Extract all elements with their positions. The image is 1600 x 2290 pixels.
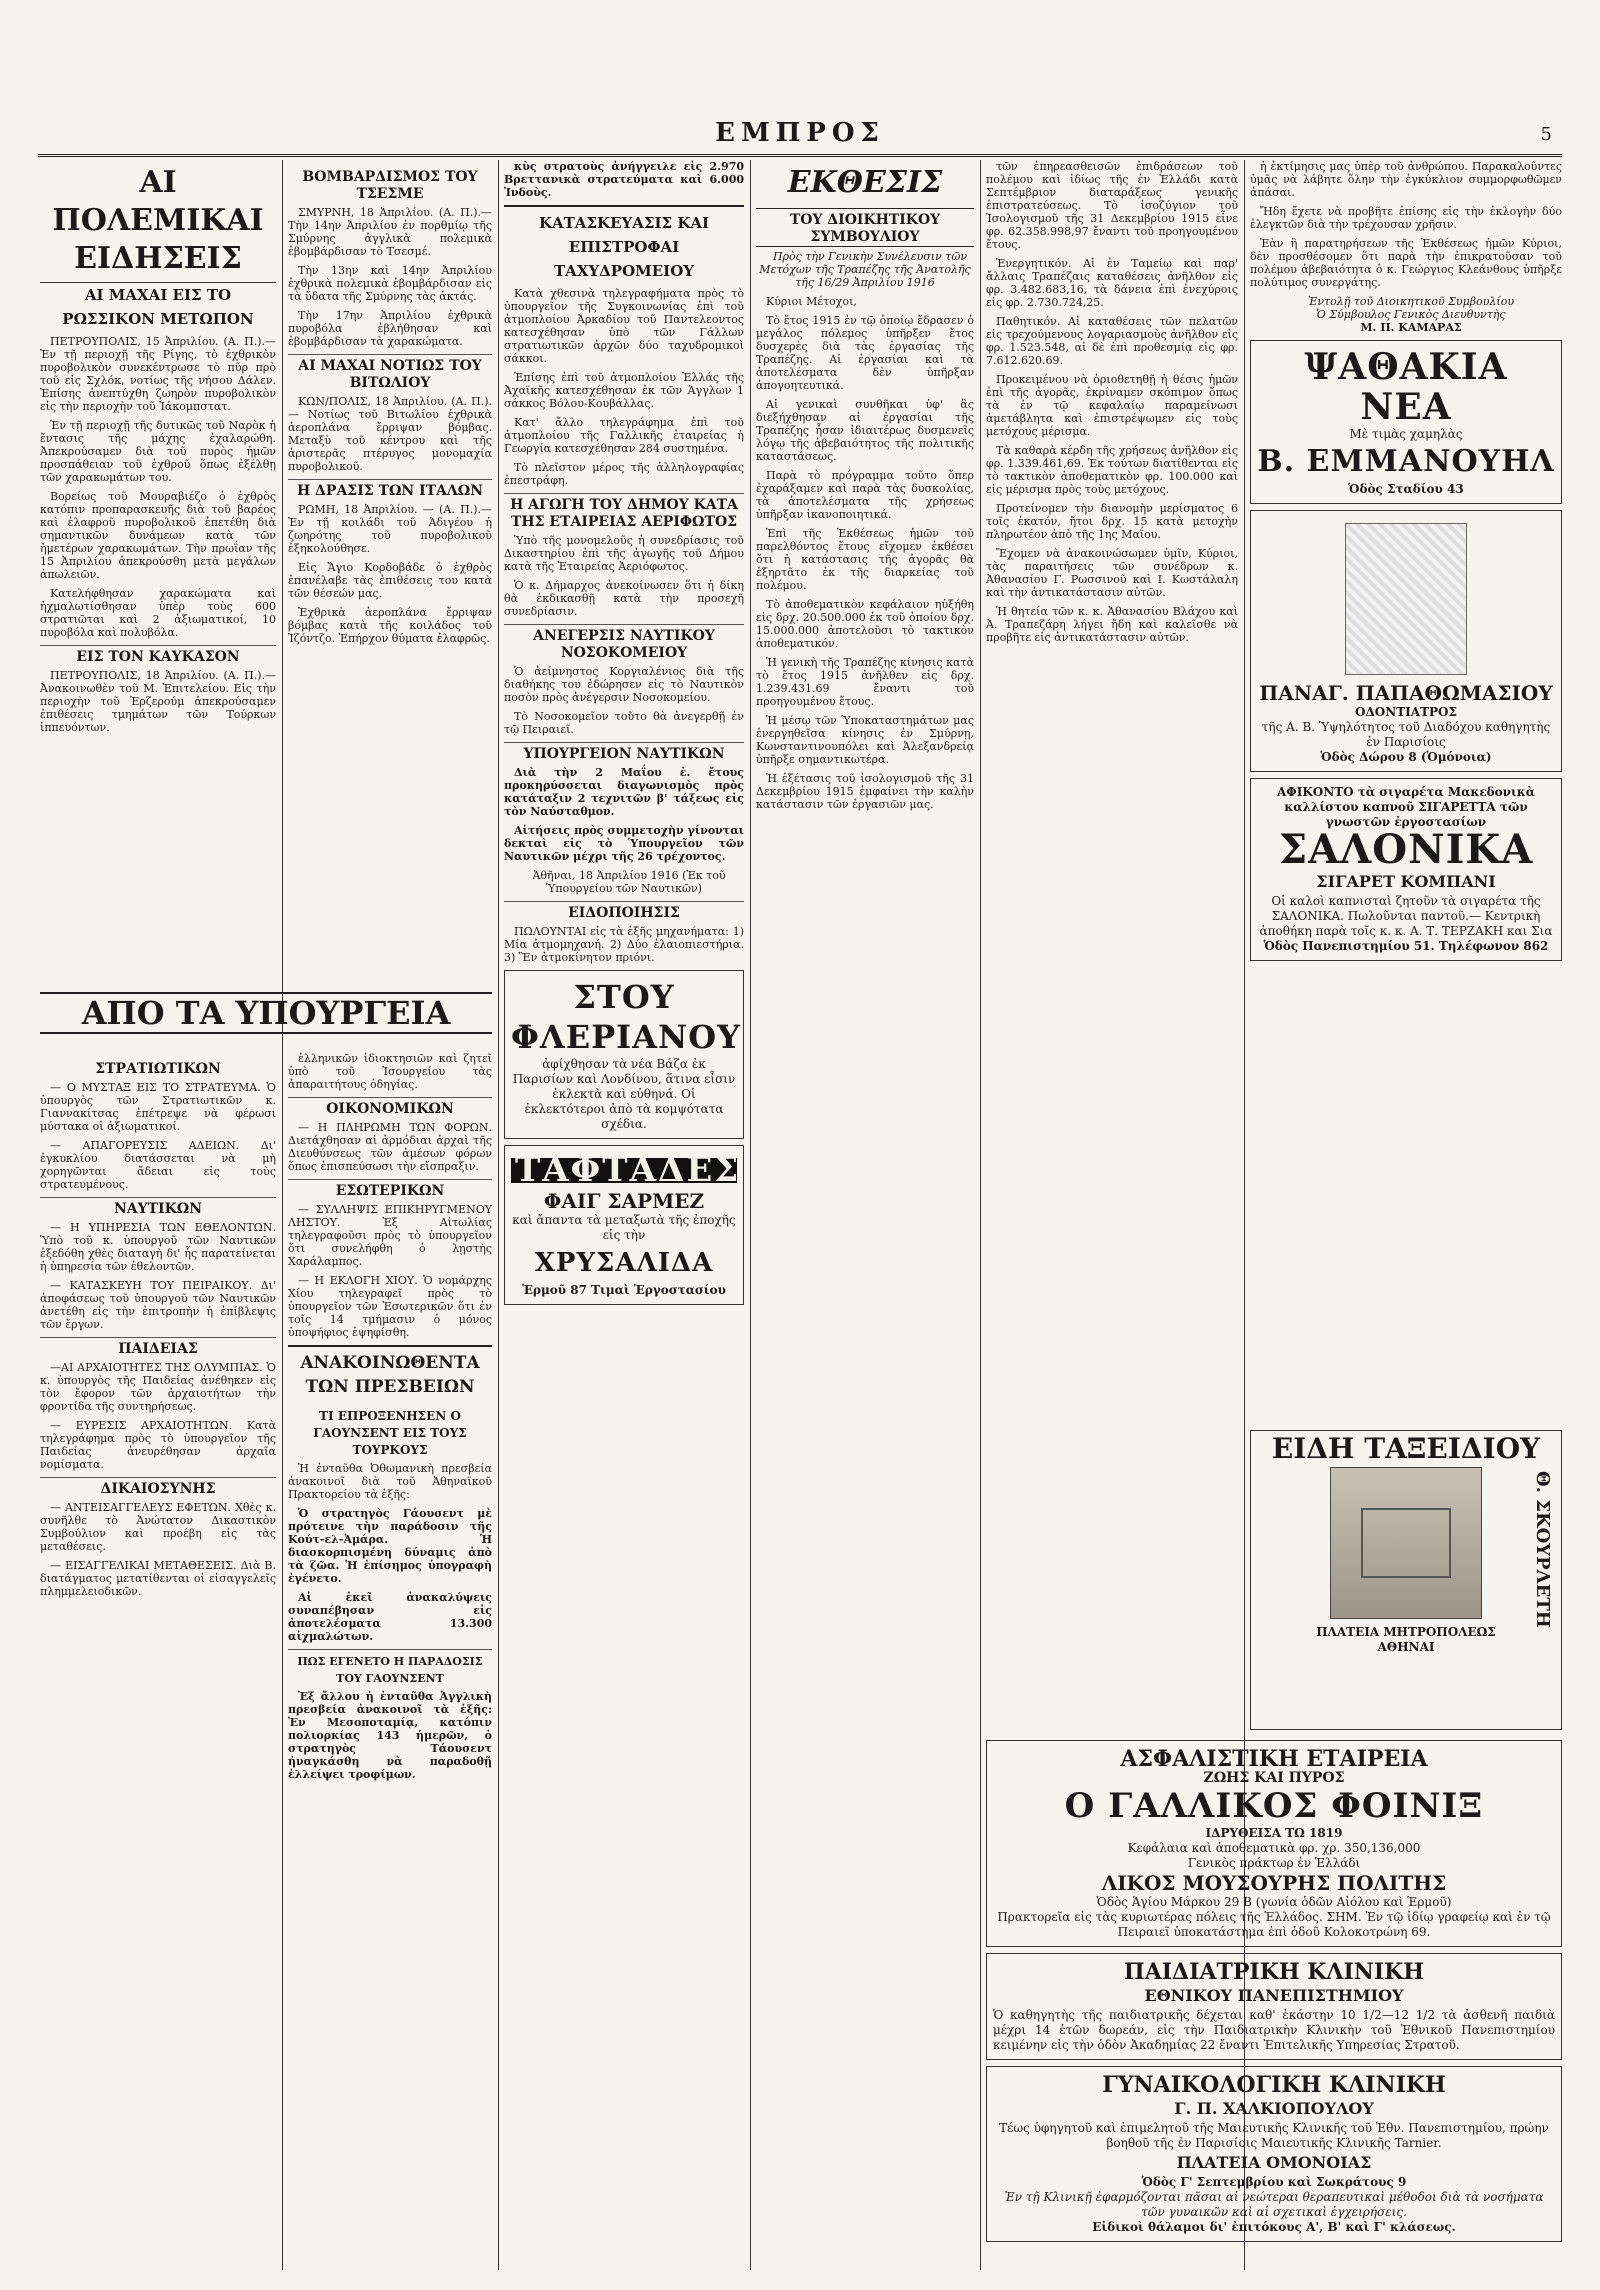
royal-crest-icon [1345,523,1467,675]
war-news-title: ΑΙ ΠΟΛΕΜΙΚΑΙ ΕΙΔΗΣΕΙΣ [52,165,264,276]
page-number: 5 [1540,124,1552,145]
article-paragraph: Ἡ ἐνταῦθα Ὀθωμανικὴ πρεσβεία ἀνακοινοῖ διὰ τοῦ Ἀθηναϊκοῦ Πρακτορείου τὰ ἑξῆς: [288,1462,492,1501]
article-paragraph: —ΑΙ ΑΡΧΑΙΟΤΗΤΕΣ ΤΗΣ ΟΛΥΜΠΙΑΣ. Ὁ κ. ὑπουργὸς τῆς Παιδείας ἀνέθηκεν εἰς τὸν ἔφορον τῶν ἀρχαιοτήτων τὴν φροντίδα τῆς συντηρήσεως. [40,1361,276,1413]
chrysalida-name: ΧΡΥΣΑΛΙΔΑ [534,1248,714,1278]
psathakia-line: Μὲ τιμὰς χαμηλὰς [1349,427,1463,441]
travel-goods-box [1250,1430,1562,1730]
pediatric-text: Ὁ καθηγητὴς τῆς παιδιατρικῆς δέχεται καθ' ἑκάστην 10 1/2—12 1/2 τὰ ἀσθενῆ παιδιὰ μέχρι 14 ἐτῶν δωρεάν, εἰς τὴν Παιδιατρικὴν Κλινικὴν τοῦ Ἐθνικοῦ Πανεπιστημίου κειμένην εἰς τὴν ὁδὸν Ἀκαδημίας 22 ἔναντι Ἐπιτελικῆς Υπηρεσίας Στρατοῦ. [993,2008,1555,2052]
article-paragraph: Ἔχομεν νὰ ἀνακοινώσωμεν ὑμῖν, Κύριοι, τὰς παραιτήσεις τῶν συνέδρων κ. Ἀθανασίου Γ. Ρωσσινοῦ καὶ Ι. Κωστάλαλη καὶ τὴν ἀντικατάστασιν αὐτῶν. [986,547,1238,599]
article-paragraph: Εἰς Ἄγιο Κορδοβάδε ὁ ἐχθρὸς ἐπανέλαβε τὰς ἐπιθέσεις του κατὰ τῶν θέσεών μας. [288,561,492,600]
cigarette-address: Ὁδὸς Πανεπιστημίου 51. Τηλέφωνον 862 [1263,939,1549,953]
article-paragraph: Αἱ γενικαὶ συνθῆκαι ὑφ' ἃς διεξήχθησαν αἱ ἐργασίαι τῆς Τραπέζης ἦσαν ἰδιαιτέρως δυσμενεῖς λόγῳ τῆς ἀβεβαιότητος τῆς πολιτικῆς καταστάσεως. [756,398,974,463]
article-paragraph: Ἡ μέσῳ τῶν Ὑποκαταστημάτων μας ἐνεργηθεῖσα κίνησις ἐν Σμύρνῃ, Κωνσταντινουπόλει καὶ Ἀλεξανδρείᾳ ὑπῆρξε σημαντικωτέρα. [756,714,974,766]
article-paragraph: Ὁ ἀείμνηστος Κοργιαλένιος διὰ τῆς διαθήκης του ἐδώρησεν εἰς τὸ Ναυτικὸν ποσὸν πρὸς ἀνέγερσιν Νοσοκομείου. [504,665,744,704]
insurance-agent: ΛΙΚΟΣ ΜΟΥΣΟΥΡΗΣ ΠΟΛΙΤΗΣ [1101,1871,1447,1895]
news-column-2 [288,160,492,980]
article-paragraph: Κατ' ἄλλο τηλεγράφημα ἐπὶ τοῦ ἀτμοπλοίου τῆς Γαλλικῆς ἑταιρείας ἡ Γεωργία κατεσχέθησαν 284 συστημένα. [504,416,744,455]
article-paragraph: Τὰ καθαρὰ κέρδη τῆς χρήσεως ἀνῆλθον εἰς φρ. 1.339.461,69. Ἐκ τούτων διατίθενται εἰς τὸ τακτικὸν ἀποθεματικὸν φρ. 100.000 καὶ εἰς μέρισμα πρὸς τοὺς μετόχους. [986,444,1238,496]
dentist-ad [1250,510,1562,772]
interior-heading: ΕΣΩΤΕΡΙΚΩΝ [288,1179,492,1200]
pediatric-subtitle: ΕΘΝΙΚΟΥ ΠΑΝΕΠΙΣΤΗΜΙΟΥ [1144,1986,1404,2005]
report-column [756,160,974,2270]
emmanouil-name: Β. ΕΜΜΑΝΟΥΗΛ [1257,444,1555,479]
article-paragraph: Ἐπίσης ἐπὶ τοῦ ἀτμοπλοίου Ἐλλάς τῆς Ἀχαϊκῆς κατεσχέθησαν ἐκ τῶν Ἀγγλων 1 σάκκος Βόλου-Κουβάλλας. [504,371,744,410]
psathakia-title: ΨΑΘΑΚΙΑ ΝΕΑ [1304,346,1508,428]
taftades-subtitle: ΦΑΙΓ ΣΑΡΜΕΖ [543,1189,705,1213]
article-paragraph: Αἱ ἐκεῖ ἀνακαλύψεις συναπέβησαν εἰς ἀποτελέσματα 13.300 αἰχμαλώτων. [288,1591,492,1643]
article-paragraph: ΠΩΛΟΥΝΤΑΙ εἰς τὰ ἑξῆς μηχανήματα: 1) Μία ἀτμομηχανή. 2) Δύο ἐλαιοπιεστήρια. 3) Ἓν ἀτμοκίνητον πριόνι. [504,925,744,964]
dentist-text: τῆς Α. Β. Ὑψηλότητος τοῦ Διαδόχου καθηγητὴς ἐν Παρισίοις [1261,720,1551,749]
cigarette-ad [1250,778,1562,961]
gynecology-text: Τέως ὑφηγητοῦ καὶ ἐπιμελητοῦ τῆς Μαιευτικῆς Κλινικῆς τοῦ Ἐθν. Πανεπιστημίου, πρώην βοηθοῦ τῆς ἐν Παρισίοις Μαιευτικῆς Κλινικῆς Tarnier. [999,2121,1549,2150]
gas-company-heading: Η ΑΓΩΓΗ ΤΟΥ ΔΗΜΟΥ ΚΑΤΑ ΤΗΣ ΕΤΑΙΡΕΙΑΣ ΑΕΡΙΦΩΤΟΣ [504,493,744,531]
article-paragraph: — ΕΙΣΑΓΓΕΛΙΚΑΙ ΜΕΤΑΘΕΣΕΙΣ. Διὰ Β. διατάγματος μετατίθενται οἱ εἰσαγγελεῖς πλημμελειοδικῶν. [40,1559,276,1598]
article-paragraph: Παρὰ τὸ πρόγραμμα τοῦτο ὅπερ ἐχαράξαμεν καὶ παρὰ τὰς δυσκολίας, τὰ ἀποτελέσματα τῆς χρήσεως ὑπῆρξαν ἱκανοποιητικά. [756,469,974,521]
article-paragraph: ΠΕΤΡΟΥΠΟΛΙΣ, 15 Ἀπριλίου. (Α. Π.).— Ἐν τῇ περιοχῇ τῆς Ρίγης, τὸ ἐχθρικὸν πυροβολικὸν συνεκέντρωσε τὸ πῦρ πρὸ τοῦ εἰς Σχλόκ, νοτίως τῆς νήσου Δάλεν. Ἐπίσης ἀνεπτύχθη ζωηρὸν πυροβολικὸν εἰς τὴν περιοχὴν τοῦ Ἰάκομπστατ. [40,335,276,413]
article-paragraph: τῶν ἐπηρεασθεισῶν ἐπιδράσεων τοῦ πολέμου καὶ ἰδίως τῆς ἐν Ἑλλάδι κατὰ Σεπτέμβριον διαταράξεως γενικῆς ἐπιστρατεύσεως. Τὸ ἰσοζύγιον τοῦ Ἰσολογισμοῦ τῆς 31 Δεκεμβρίου 1915 εἶνε φρ. 62.358.998,97 ἔναντι τοῦ προηγουμένου ἔτους. [986,160,1238,251]
newspaper-name: ΕΜΠΡΟΣ [715,118,885,148]
finance-heading: ΟΙΚΟΝΟΜΙΚΩΝ [288,1097,492,1118]
insurance-ad [986,1740,1562,1947]
dentist-name: ΠΑΝΑΓ. ΠΑΠΑΘΩΜΑΣΙΟΥ [1259,681,1553,705]
article-paragraph: Ἐπὶ τῆς Ἐκθέσεως ἡμῶν τοῦ παρελθόντος ἔτους εἴχομεν ἐκθέσει ὅτι ἡ κατάστασις τῆς ἀγορᾶς θὰ ἐξηρτᾶτο ἐκ τῆς διαρκείας τοῦ πολέμου. [756,527,974,592]
gynecology-clinic-ad [986,2066,1562,2242]
salonika-brand: ΣΑΛΟΝΙΚΑ [1278,826,1534,873]
report-subtitle: ΤΟΥ ΔΙΟΙΚΗΤΙΚΟΥ ΣΥΜΒΟΥΛΙΟΥ [756,208,974,247]
navy-heading: ΝΑΥΤΙΚΩΝ [40,1197,276,1218]
justice-heading: ΔΙΚΑΙΟΣΥΝΗΣ [40,1477,276,1498]
emmanouil-address: Ὁδὸς Σταδίου 43 [1348,482,1464,496]
education-heading: ΠΑΙΔΕΙΑΣ [40,1337,276,1358]
column-divider [282,160,283,2270]
article-paragraph: Ὁ κ. Δήμαρχος ἀνεκοίνωσεν ὅτι ἡ δίκη θὰ ἐκδικασθῇ κατὰ τὴν προσεχῆ συνεδρίασιν. [504,579,744,618]
ministries-banner [40,988,492,1048]
south-front-heading: ΑΙ ΜΑΧΑΙ ΝΟΤΙΩΣ ΤΟΥ ΒΙΤΩΛΙΟΥ [288,354,492,392]
article-paragraph: Τὸ ἔτος 1915 ἐν τῷ ὁποίῳ ἔδρασεν ὁ μεγάλος πόλεμος ὑπῆρξεν ἔτος δυσχερὲς διὰ τὰς ἐργασίας τῆς Τραπέζης. Αἱ ἐργασίαι καὶ τὰ ἀποτελέσματα δὲν ὑπῆρξαν ἀπογοητευτικά. [756,314,974,392]
psathakia-ad [1250,340,1562,504]
navy-ministry-heading: ΥΠΟΥΡΓΕΙΟΝ ΝΑΥΤΙΚΩΝ [504,742,744,763]
travel-goods-title: ΕΙΔΗ ΤΑΞΕΙΔΙΟΥ [1271,1432,1541,1465]
flerianou-text: ἀφίχθησαν τὰ νέα Βάζα ἐκ Παρισίων καὶ Λονδίνου, ἅτινα εἶσιν ἐκλεκτὰ καὶ εὐθηνά. Οἱ ἐκλεκτότεροι ἀπὸ τὰ κομψότατα σχέδια. [512,1057,736,1131]
caucasus-heading: ΕΙΣ ΤΟΝ ΚΑΥΚΑΣΟΝ [40,645,276,666]
article-paragraph: Παθητικόν. Αἱ καταθέσεις τῶν πελατῶν εἰς τρεχούμενους λογαριασμοὺς ἀνῆλθον εἰς φρ. 1.523.548, αἱ δὲ ἐπὶ προθεσμίᾳ εἰς φρ. 7.612.620.69. [986,315,1238,367]
ministries-title: ΑΠΟ ΤΑ ΥΠΟΥΡΓΕΙΑ [40,992,492,1034]
article-paragraph: Διὰ τὴν 2 Μαΐου ἐ. ἔτους προκηρύσσεται διαγωνισμὸς πρὸς κατάταξιν 2 τεχνιτῶν β' τάξεως εἰς τὸν Ναύσταθμον. [504,766,744,818]
article-paragraph: Ὁ στρατηγὸς Γάουσεντ μὲ πρότεινε τὴν παράδοσιν τῆς Κούτ-ελ-Ἀμάρα. Ἡ διασκορπισμένη δύναμις ἀπὸ τὰ ζῶα. Ἡ ἐπίσημος ὑπογραφὴ ἐγένετο. [288,1507,492,1585]
russian-front-heading: ΑΙ ΜΑΧΑΙ ΕΙΣ ΤΟ ΡΩΣΣΙΚΟΝ ΜΕΤΩΠΟΝ [40,282,276,331]
flerianou-ad [504,970,744,1139]
article-paragraph: ΚΩΝ/ΠΟΛΙΣ, 18 Ἀπριλίου. (Α. Π.).— Νοτίως τοῦ Βιτωλίου ἐχθρικὰ ἀεροπλάνα ἔρριψαν βόμβας. Μεταξὺ τοῦ κέντρου καὶ τῆς ἀριστερᾶς πτέρυγος μονομαχία πυροβολικοῦ. [288,395,492,473]
article-paragraph: ἑλληνικῶν ἰδιοκτησιῶν καὶ ζητεῖ ὑπὸ τοῦ Ἰσουργείου τὰς ἀπαραιτήτους ὁδηγίας. [288,1052,492,1091]
article-paragraph: — ΣΥΛΛΗΨΙΣ ΕΠΙΚΗΡΥΓΜΕΝΟΥ ΛΗΣΤΟΥ. Ἐξ Αἰτωλίας τηλεγραφοῦσι πρὸς τὸ ὑπουργεῖον ὅτι συνελήφθη ὁ λῃστὴς Χαράλαμπος. [288,1203,492,1268]
article-paragraph: Ἤδη ἔχετε νὰ προβῆτε ἐπίσης εἰς τὴν ἐκλογὴν δύο ἐλεγκτῶν διὰ τὴν τρέχουσαν χρῆσιν. [1250,205,1562,231]
article-paragraph: Τὴν 13ην καὶ 14ην Ἀπριλίου ἐχθρικὰ πολεμικὰ ἐβομβάρδισαν εἰς τὰ ὕδατα τῆς Σμύρνης τὰς ἀκτάς. [288,264,492,303]
signature-line: Ὁ Σύμβουλος Γενικὸς Διευθυντὴς [1316,308,1506,321]
article-paragraph: Προκειμένου νὰ ὁριοθετηθῇ ἡ θέσις ἡμῶν ἐπὶ τῆς ἀγορᾶς, ἐκρίναμεν σκόπιμον ὅπως τὰ ἐν τῷ κεφαλαίῳ παραμείνωσι ἀμετάβλητα καὶ ἐπιστρέψωμεν εἰς τοὺς μετόχους μέρισμα. [986,373,1238,438]
taftades-text: καὶ ἄπαντα τὰ μεταξωτὰ τῆς ἐποχῆς εἰς τὴν [512,1213,736,1242]
article-paragraph: ΠΕΤΡΟΥΠΟΛΙΣ, 18 Ἀπριλίου. (Α. Π.).— Ἀνακοινωθὲν τοῦ Μ. Ἐπιτελείου. Εἰς τὴν περιοχὴν τοῦ Ἐρζερούμ ἀπεκρούσαμεν ἐπιθέσεις τμημάτων τῶν Τούρκων ἱππευόντων. [40,669,276,734]
dentist-role: ΟΔΟΝΤΙΑΤΡΟΣ [1355,705,1457,719]
article-paragraph: Τὸ ἀποθεματικὸν κεφάλαιον ηὐξήθη εἰς δρχ. 20.500.000 ἐκ τοῦ ὁποίου δρχ. 15.000.000 ἀποτελοῦσι τὸ τακτικὸν ἀποθεματικόν. [756,598,974,650]
embassies-title: ΑΝΑΚΟΙΝΩΘΕΝΤΑ ΤΩΝ ΠΡΕΣΒΕΙΩΝ [288,1345,492,1399]
army-heading: ΣΤΡΑΤΙΩΤΙΚΩΝ [95,1061,221,1077]
skourleti-brand: Θ. ΣΚΟΥΡΛΕΤΗ [1532,1471,1553,1628]
ministries-column-2 [288,1052,492,2272]
column-divider [750,160,751,2270]
insurance-capital: Κεφάλαια καὶ ἀποθεματικὰ φρ. χρ. 350,136,000 [1127,1841,1421,1855]
gynecology-doctor: Γ. Π. ΧΑΛΚΙΟΠΟΥΛΟΥ [1174,2099,1374,2118]
insurance-subtitle: ΖΩΗΣ ΚΑΙ ΠΥΡΟΣ [1203,1770,1345,1786]
travel-goods-ad [1250,1430,1562,1730]
insurance-name: Ο ΓΑΛΛΙΚΟΣ ΦΟΙΝΙΞ [1064,1786,1484,1826]
bottom-right-ads [986,1740,1562,2270]
insurance-text: Πρακτορεῖα εἰς τὰς κυριωτέρας πόλεις τῆς Ἑλλάδος. ΣΗΜ. Ἐν τῷ ἰδίῳ γραφείῳ καὶ ἐν τῷ Πειραιεῖ ὑποκατάστημα ἐπὶ ὁδοῦ Κολοκοτρώνη 69. [997,1910,1551,1939]
dentist-address: Ὁδὸς Δώρου 8 (Ὁμόνοια) [1320,750,1492,764]
pediatric-title: ΠΑΙΔΙΑΤΡΙΚΗ ΚΛΙΝΙΚΗ [1123,1959,1425,1985]
column-divider [498,160,499,2270]
column-divider [980,160,981,2270]
article-paragraph: Ἡ θητεία τῶν κ. κ. Ἀθανασίου Βλάχου καὶ Ἀ. Τραπεζάρη λήγει ἤδη καὶ καλεῖσθε νὰ προβῆτε εἰς ἀντικατάστασιν αὐτῶν. [986,605,1238,644]
surrender-heading: ΠΩΣ ΕΓΕΝΕΤΟ Η ΠΑΡΑΔΟΣΙΣ ΤΟΥ ΓΑΟΥΝΣΕΝΤ [288,1649,492,1687]
article-paragraph: Ἡ γενικὴ τῆς Τραπέζης κίνησις κατὰ τὸ ἔτος 1915 ἀνῆλθεν εἰς δρχ. 1.239.431.69 ἔναντι τοῦ προηγουμένου ἔτους. [756,656,974,708]
article-paragraph: ἡ ἐκτίμησις μας ὑπὲρ τοῦ ἀνθρώπου. Παρακαλοῦντες ὑμᾶς νὰ λάβητε ὅλην τὴν ἐγκύκλιον συμμορφωθῶμεν ἀπάσαι. [1250,160,1562,199]
insurance-address: Ὁδὸς Ἁγίου Μάρκου 29 Β (γωνία ὁδῶν Αἰόλου καὶ Ἑρμοῦ) [1096,1895,1452,1909]
italy-heading: Η ΔΡΑΣΙΣ ΤΩΝ ΙΤΑΛΩΝ [288,479,492,500]
pediatric-clinic-ad [986,1953,1562,2060]
article-paragraph: Ἐξ ἄλλου ἡ ἐνταῦθα Ἀγγλικὴ πρεσβεία ἀνακοινοῖ τὰ ἑξῆς: Ἐν Μεσοποταμίᾳ, κατόπιν πολιορκίας 143 ἡμερῶν, ὁ στρατηγὸς Τάουσεντ ἠναγκάσθη νὰ παραδοθῇ ἐλλείψει τροφίμων. [288,1690,492,1781]
gynecology-place: ΠΛΑΤΕΙΑ ΟΜΟΝΟΙΑΣ [1176,2153,1372,2172]
article-paragraph: κὺς στρατοὺς ἀνήγγειλε εἰς 2.970 Βρεττανικὰ στρατεύματα καὶ 6.000 Ἰνδοὺς. [504,160,744,199]
article-paragraph: Τὴν 17ην Ἀπριλίου ἐχθρικὰ πυροβόλα ἐβλήθησαν καὶ ἐβομβάρδισαν τὰ χαρακώματα. [288,309,492,348]
trunk-icon [1330,1467,1482,1619]
report-title: ΕΚΘΕΣΙΣ [787,165,943,200]
chrysalida-address: Ἑρμοῦ 87 Τιμαὶ Ἐργοστασίου [522,1283,726,1297]
cigarette-intro: ΑΦΙΚΟΝΤΟ τὰ σιγαρέτα Μακεδονικὰ καλλίστου καπνοῦ ΣΙΓΑΡΕΤΤΑ τῶν γνωστῶν ἐργοστασίων [1276,785,1536,829]
taftades-title: ΤΑΦΤΑΔΕΣ [511,1158,737,1183]
signature-name: Μ. Π. ΚΑΜΑΡΑΣ [1360,321,1462,334]
salonika-company: ΣΙΓΑΡΕΤ ΚΟΜΠΑΝΙ [1316,872,1496,891]
embassies-subtitle: ΤΙ ΕΠΡΟΞΕΝΗΣΕΝ Ο ΓΑΟΥΝΣΕΝΤ ΕΙΣ ΤΟΥΣ ΤΟΥΡΚΟΥΣ [313,1409,467,1457]
article-paragraph: Ἀθῆναι, 18 Ἀπριλίου 1916 (Ἐκ τοῦ Ὑπουργείου τῶν Ναυτικῶν) [532,869,726,895]
article-paragraph: — Η ΕΚΛΟΓΗ ΧΙΟΥ. Ὁ νομάρχης Χίου τηλεγραφεῖ πρὸς τὸ ὑπουργεῖον τῶν Ἐσωτερικῶν ὅτι ἐν τοῖς 14 τμήμασιν ὁ μόνος ὑποψήφιος ἐψηφίσθη. [288,1274,492,1339]
article-paragraph: Κατὰ χθεσινὰ τηλεγραφήματα πρὸς τὸ ὑπουργεῖον τῆς Συγκοινωνίας ἐπὶ τοῦ ἀτμοπλοίου Ἀρκαδίου τοῦ Παντελεοντος κατεσχέθησαν ὑπὸ τῶν Γάλλων στρατιωτικῶν ἀρχῶν δύο ταχυδρομικοὶ σάκκοι. [504,287,744,365]
article-paragraph: Τὸ πλεῖστον μέρος τῆς ἀλληλογραφίας ἐπεστράφη. [504,461,744,487]
gynecology-footer-2: Εἰδικοὶ θάλαμοι δι' ἐπιτόκους Α', Β' καὶ Γ' κλάσεως. [1092,2220,1456,2234]
taftades-ad [504,1145,744,1305]
notice-heading: ΕΙΔΟΠΟΙΗΣΙΣ [504,901,744,922]
article-paragraph: — ΑΠΑΓΟΡΕΥΣΙΣ ΑΔΕΙΩΝ. Δι' ἐγκυκλίου διατάσσεται νὰ μὴ χορηγῶνται ἄδειαι εἰς τοὺς στρατευμένους. [40,1139,276,1191]
article-paragraph: — ΑΝΤΕΙΣΑΓΓΕΛΕΥΣ ΕΦΕΤΩΝ. Χθὲς κ. συνῆλθε τὸ Ἀνώτατον Δικαστικὸν Συμβούλιον καὶ προέβη εἰς τὰς μεταθέσεις. [40,1501,276,1553]
cigarette-text: Οἱ καλοὶ καπνισταὶ ζητοῦν τὰ σιγαρέτα τῆς ΣΑΛΟΝΙΚΑ. Πωλοῦνται παντοῦ.— Κεντρικὴ ἀποθήκη παρὰ τοῖς κ. κ. Α. Τ. ΤΕΡΖΑΚΗ και Σια [1259,894,1553,938]
article-paragraph: Βορείως τοῦ Μουραβιέζο ὁ ἐχθρὸς κατόπιν προπαρασκευῆς διὰ τοῦ βαρέος καὶ ἐλαφροῦ πυροβολικοῦ ἐπετέθη διὰ σημαντικῶν δυνάμεων κατὰ τῶν ἡμετέρων χαρακωμάτων. Τὴν πρωΐαν τῆς 15 Ἀπριλίου ἀπεκρούσθη μετὰ μεγάλων ἀπωλειῶν. [40,490,276,581]
article-paragraph: ΣΜΥΡΝΗ, 18 Ἀπριλίου. (Α. Π.).— Τὴν 14ην Ἀπριλίου ἐν πορθμίῳ τῆς Σμύρνης ἀγγλικὰ πολεμικὰ ἐβομβάρδισαν τὸ Τσεσμέ. [288,206,492,258]
article-paragraph: Προτείνομεν τὴν διανομὴν μερίσματος 6 τοῖς ἑκατόν, ἤτοι δρχ. 15 κατὰ μετοχὴν πληρωτέον ἀπὸ τῆς 1ης Μαΐου. [986,502,1238,541]
article-paragraph: Ἐνεργητικόν. Αἱ ἐν Ταμείῳ καὶ παρ' ἄλλαις Τραπέζαις καταθέσεις ἀνῆλθον εἰς φρ. 3.482.683,16, τὰ δάνεια ἐπὶ ἐνεχύροις εἰς φρ. 2.730.724,25. [986,257,1238,309]
ministries-column-1 [40,1052,276,2272]
article-paragraph: — Η ΥΠΗΡΕΣΙΑ ΤΩΝ ΕΘΕΛΟΝΤΩΝ. Ὑπὸ τοῦ κ. ὑπουργοῦ τῶν Ναυτικῶν ἐξεδόθη χθὲς διαταγὴ δι' ἧς παρατείνεται ἡ ὑπηρεσία τῶν ἐθελοντῶν. [40,1221,276,1273]
gynecology-address: Ὁδὸς Γ' Σεπτεμβρίου καὶ Σωκράτους 9 [1141,2175,1407,2189]
war-news-column [40,160,276,980]
report-salutation: Κύριοι Μέτοχοι, [766,295,857,308]
hospital-heading: ΑΝΕΓΕΡΣΙΣ ΝΑΥΤΙΚΟΥ ΝΟΣΟΚΟΜΕΙΟΥ [504,624,744,662]
article-paragraph: Ὑπὸ τῆς μονομελοῦς ἡ συνεδρίασις τοῦ Δικαστηρίου ἐπὶ τῆς ἀγωγῆς τοῦ Δήμου κατὰ τῆς Ἑταιρείας Ἀεριόφωτος. [504,534,744,573]
article-paragraph: — Η ΠΛΗΡΩΜΗ ΤΩΝ ΦΟΡΩΝ. Διετάχθησαν αἱ ἀρμόδιαι ἀρχαὶ τῆς Διευθύνσεως τῶν ἀμέσων φόρων ὅπως ἐπισπεύσωσι τὴν εἴσπραξιν. [288,1121,492,1173]
article-paragraph: Ἐν τῇ περιοχῇ τῆς δυτικῶς τοῦ Ναρὸκ ἡ ἔντασις τῆς μάχης ἐχαλαρώθη. Ἀπεκρούσαμεν διὰ τοῦ πυρὸς ἡμῶν προσπάθειαν τοῦ ἐχθροῦ ὅπως ἐξέλθῃ τῶν χαρακωμάτων του. [40,419,276,484]
article-paragraph: Ἐὰν ἢ παρατηρήσεων τῆς Ἐκθέσεως ἡμῶν Κύριοι, δὲν προσθέσομεν ὅτι παρὰ τὴν ἐπικρατοῦσαν τοῦ πολέμου ἀβεβαιότητα ὁ κ. Γεώργιος Κλεάνθους ὑπῆρξε πολύτιμος συνεργάτης. [1250,237,1562,289]
bombardment-heading: ΒΟΜΒΑΡΔΙΣΜΟΣ ΤΟΥ ΤΣΕΣΜΕ [302,169,478,202]
postal-heading: ΚΑΤΑΣΚΕΥΑΣΙΣ ΚΑΙ ΕΠΙΣΤΡΟΦΑΙ ΤΑΧΥΔΡΟΜΕΙΟΥ [504,205,744,283]
article-paragraph: Τὸ Νοσοκομεῖον τοῦτο θὰ ἀνεγερθῇ ἐν τῷ Πειραιεῖ. [504,710,744,736]
travel-goods-place: ΠΛΑΤΕΙΑ ΜΗΤΡΟΠΟΛΕΩΣ [1316,1625,1496,1639]
insurance-title: ΑΣΦΑΛΙΣΤΙΚΗ ΕΤΑΙΡΕΙΑ [1120,1746,1428,1772]
masthead [38,118,1562,157]
gynecology-title: ΓΥΝΑΙΚΟΛΟΓΙΚΗ ΚΛΙΝΙΚΗ [1102,2072,1446,2098]
flerianou-title: ΣΤΟΥ ΦΛΕΡΙΑΝΟΥ [511,978,741,1056]
insurance-agent-label: Γενικὸς πράκτωρ ἐν Ἑλλάδι [1187,1856,1361,1870]
article-paragraph: ΡΩΜΗ, 18 Ἀπριλίου. — (Α. Π.).— Ἐν τῇ κοιλάδι τοῦ Ἀδιγέου ἡ ζωηρότης τοῦ πυροβολικοῦ ἐξηκολούθησε. [288,503,492,555]
article-paragraph: — ΕΥΡΕΣΙΣ ΑΡΧΑΙΟΤΗΤΩΝ. Κατὰ τηλεγράφημα πρὸς τὸ ὑπουργεῖον τῆς Παιδείας ἀνευρέθησαν ἀρχαῖα νομίσματα. [40,1419,276,1471]
article-paragraph: Ἡ ἐξέτασις τοῦ ἰσολογισμοῦ τῆς 31 Δεκεμβρίου 1915 ἐμφαίνει τὴν καλὴν κατάστασιν τῶν ἐργασιῶν μας. [756,772,974,811]
travel-goods-city: ΑΘΗΝΑΙ [1377,1640,1435,1654]
gynecology-footer: Ἐν τῇ Κλινικῇ ἐφαρμόζονται πᾶσαι αἱ νεώτεραι θεραπευτικαὶ μέθοδοι διὰ τὰ νοσήματα τῶν γυναικῶν καὶ αἱ σχετικαὶ ἐγχειρήσεις. [1004,2190,1544,2219]
signature-line: Ἐντολῇ τοῦ Διοικητικοῦ Συμβουλίου [1307,295,1515,308]
article-paragraph: — ΚΑΤΑΣΚΕΥΗ ΤΟΥ ΠΕΙΡΑΙΚΟΥ. Δι' ἀποφάσεως τοῦ ὑπουργοῦ τῶν Ναυτικῶν ἀνετέθη εἰς τὴν ἐπιτροπὴν ἡ ἐπίβλεψις τῶν ἔργων. [40,1279,276,1331]
article-paragraph: Ἐχθρικὰ ἀεροπλάνα ἔρριψαν βόμβας κατὰ τῆς κοιλάδος τοῦ Ἰζόντζο. Ἐπήρχον θύματα ἐλαφρῶς. [288,606,492,645]
news-column-3 [504,160,744,2270]
article-paragraph: Κατελήφθησαν χαρακώματα καὶ ἠχμαλωτίσθησαν ὑπὲρ τοὺς 600 στρατιῶται καὶ 2 ἀξιωματικοί, 10 πυροβόλα καὶ πολυβόλα. [40,587,276,639]
article-paragraph: Αἰτήσεις πρὸς συμμετοχὴν γίνονται δεκταὶ εἰς τὸ Ὑπουργεῖον τῶν Ναυτικῶν μέχρι τῆς 26 τρέχοντος. [504,824,744,863]
report-intro: Πρὸς τὴν Γενικὴν Συνέλευσιν τῶν Μετόχων τῆς Τραπέζης τῆς Ἀνατολῆς τῆς 16/29 Ἀπριλίου 1916 [759,250,971,289]
insurance-founded: ΙΔΡΥΘΕΙΣΑ ΤΩ 1819 [1205,1826,1343,1840]
report-column-continued [986,160,1238,1700]
article-paragraph: — Ο ΜΥΣΤΑΞ ΕΙΣ ΤΟ ΣΤΡΑΤΕΥΜΑ. Ὁ ὑπουργὸς τῶν Στρατιωτικῶν κ. Γιαννακίτσας ἐπέτρεψε νὰ φέρωσι μύστακα οἱ ἀξιωματικοί. [40,1081,276,1133]
